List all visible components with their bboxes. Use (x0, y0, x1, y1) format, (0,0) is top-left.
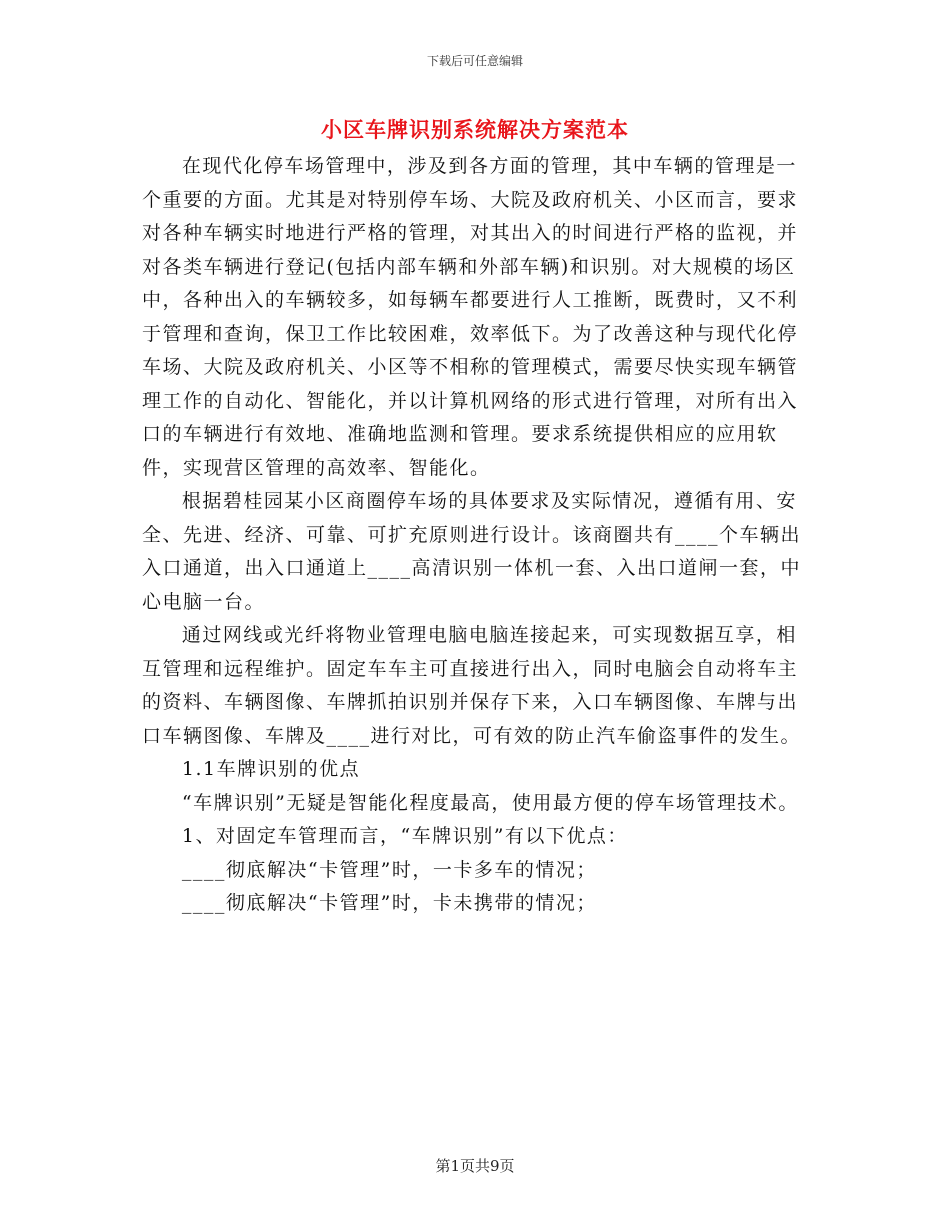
paragraph-intro: 在现代化停车场管理中，涉及到各方面的管理，其中车辆的管理是一个重要的方面。尤其是对特别停车场、大院及政府机关、小区而言，要求对各种车辆实时地进行严格的管理，对其出入的时间进行严格的监视，并对各类车辆进行登记(包括内部车辆和外部车辆)和识别。对大规模的场区中，各种出入的车辆较多，如每辆车都要进行人工推断，既费时，又不利于管理和查询，保卫工作比较困难，效率低下。为了改善这种与现代化停车场、大院及政府机关、小区等不相称的管理模式，需要尽快实现车辆管理工作的自动化、智能化，并以计算机网络的形式进行管理，对所有出入口的车辆进行有效地、准确地监测和管理。要求系统提供相应的应用软件，实现营区管理的高效率、智能化。 (142, 155, 799, 479)
document-title: 小区车牌识别系统解决方案范本 (321, 117, 629, 142)
paragraph-network: 通过网线或光纤将物业管理电脑电脑连接起来，可实现数据互享，相互管理和远程维护。固定车车主可直接进行出入，同时电脑会自动将车主的资料、车辆图像、车牌抓拍识别并保存下来，入口车辆图像、车牌与出口车辆图像、车牌及____进行对比，可有效的防止汽车偷盗事件的发生。 (142, 624, 802, 747)
document-body (142, 150, 810, 921)
section-heading: 1.1车牌识别的优点 (181, 758, 361, 780)
paragraph-advantage: “车牌识别”无疑是智能化程度最高，使用最方便的停车场管理技术。 (181, 791, 799, 814)
list-item: ____彻底解决“卡管理”时，卡未携带的情况； (181, 892, 597, 914)
page-header: 下载后可任意编辑 (426, 54, 523, 68)
list-heading: 1、对固定车管理而言，“车牌识别”有以下优点： (181, 825, 628, 847)
list-item: ____彻底解决“卡管理”时，一卡多车的情况； (181, 858, 597, 881)
paragraph-design: 根据碧桂园某小区商圈停车场的具体要求及实际情况，遵循有用、安全、先进、经济、可靠、可扩充原则进行设计。该商圈共有____个车辆出入口通道，出入口通道上____高清识别一体机一套、入出口道闸一套，中心电脑一台。 (142, 490, 802, 613)
page-footer: 第1页共9页 (435, 1157, 515, 1175)
